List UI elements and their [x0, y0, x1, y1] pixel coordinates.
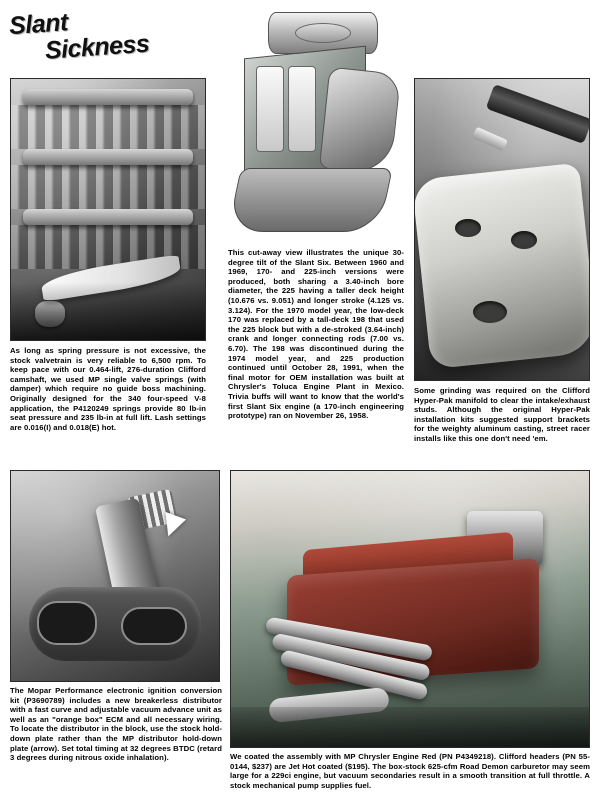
- page-title: [8, 2, 191, 66]
- assembled-engine-photo-content: [231, 471, 589, 747]
- cutaway-caption: This cut-away view illustrates the unique 30-degree tilt of the Slant Six. Between 1960 and 1969, 170- and 225-inch versions were produced, both sharing a 3.40-inch bore diameter, the 225 having a taller deck height (10.676 vs. 9.051) and longer stroke (4.125 vs. 3.124). For the 1970 model year, the low-deck 170 was replaced by a tall-deck 198 that used the 225 block but with a de-stroked (3.64-inch) crank and longer connecting rods (7.00 vs. 6.70). The 198 was discontinued during the 1974 model year, and 225 production continued until October 28, 1991, when the final motor for OEM installation was built at Chrysler's Toluca Engine Plant in Mexico. Trivia buffs will want to know that the world's first Slant Six engine (a 170-inch engineering prototype) ran on November 26, 1958.: [228, 248, 404, 421]
- assembled-engine-photo: [230, 470, 590, 748]
- manifold-grinding-photo: [414, 78, 590, 381]
- manifold-grinding-photo-content: [415, 79, 589, 380]
- valvetrain-photo-content: [11, 79, 205, 340]
- engine-caption: We coated the assembly with MP Chrysler Engine Red (PN P4349218). Clifford headers (PN 55-0144, $237) are Jet Hot coated ($195). The box-stock 625-cfm Road Demon carburetor may seem large for a 229ci engine, but vacuum secondaries result in a smooth transition at full throttle. A stock mechanical pump supplies fuel.: [230, 752, 590, 790]
- distributor-photo: [10, 470, 220, 682]
- page-title-line1: Slant: [8, 8, 69, 41]
- cutaway-illustration: [216, 8, 406, 240]
- distributor-caption: The Mopar Performance electronic ignition conversion kit (P3690789) includes a new breakerless distributor with a fast curve and adjustable vacuum advance unit as well as an "orange box" ECM and all necessary wiring. To locate the distributor in the block, use the stock hold-down plate rather than the MP distributor hold-down plate (arrow). Set total timing at 32 degrees BTDC (retard 3 degrees during nitrous oxide inhalation).: [10, 686, 222, 763]
- cutaway-illustration-content: [216, 8, 406, 240]
- valvetrain-photo: [10, 78, 206, 341]
- grinding-caption: Some grinding was required on the Clifford Hyper-Pak manifold to clear the intake/exhaust studs. Although the original Hyper-Pak installation kits suggested support brackets for the weighty aluminum casting, street racer installs like this one don't need 'em.: [414, 386, 590, 443]
- distributor-photo-content: [11, 471, 219, 681]
- page-title-line2: Sickness: [44, 29, 151, 65]
- valvetrain-caption: As long as spring pressure is not excessive, the stock valvetrain is very reliable to 6,500 rpm. To keep pace with our 0.464-lift, 276-duration Clifford camshaft, we used MP single valve springs (with damper) which require no guide boss machining. Originally designed for the 340 four-speed V-8 application, the P4120249 springs provide 80 lb-in seat pressure and 235 lb-in at full lift. Lash settings are 0.016(I) and 0.018(E) hot.: [10, 346, 206, 432]
